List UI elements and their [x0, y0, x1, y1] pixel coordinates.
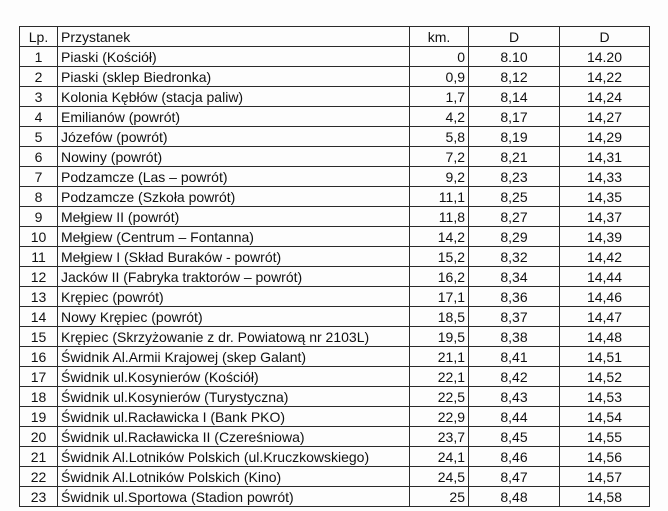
stop-name: Nowiny (powrót)	[58, 147, 410, 167]
stop-name: Jacków II (Fabryka traktorów – powrót)	[58, 267, 410, 287]
departure-1: 8,37	[469, 307, 560, 327]
stop-name: Świdnik Al.Lotników Polskich (Kino)	[58, 467, 410, 487]
stop-name: Świdnik ul.Sportowa (Stadion powrót)	[58, 487, 410, 507]
row-number: 10	[20, 227, 58, 247]
departure-2: 14,48	[560, 327, 650, 347]
departure-2: 14,31	[560, 147, 650, 167]
departure-2: 14,35	[560, 187, 650, 207]
stop-name: Krępiec (powrót)	[58, 287, 410, 307]
row-number: 7	[20, 167, 58, 187]
table-row	[20, 447, 650, 467]
table-row	[20, 167, 650, 187]
stop-name: Świdnik Al.Lotników Polskich (ul.Kruczkowskiego)	[58, 447, 410, 467]
departure-2: 14,47	[560, 307, 650, 327]
distance-km: 0	[410, 47, 469, 67]
departure-2: 14,27	[560, 107, 650, 127]
departure-1: 8,42	[469, 367, 560, 387]
row-number: 6	[20, 147, 58, 167]
table-row	[20, 487, 650, 507]
distance-km: 19,5	[410, 327, 469, 347]
row-number: 20	[20, 427, 58, 447]
header-km: km.	[410, 27, 469, 47]
stop-name: Piaski (sklep Biedronka)	[58, 67, 410, 87]
departure-1: 8,36	[469, 287, 560, 307]
row-number: 5	[20, 127, 58, 147]
row-number: 12	[20, 267, 58, 287]
departure-1: 8,27	[469, 207, 560, 227]
table-body	[20, 47, 650, 507]
departure-1: 8,48	[469, 487, 560, 507]
distance-km: 25	[410, 487, 469, 507]
table-row	[20, 87, 650, 107]
departure-2: 14,39	[560, 227, 650, 247]
departure-2: 14,58	[560, 487, 650, 507]
departure-1: 8,34	[469, 267, 560, 287]
row-number: 8	[20, 187, 58, 207]
departure-1: 8,44	[469, 407, 560, 427]
distance-km: 22,5	[410, 387, 469, 407]
row-number: 9	[20, 207, 58, 227]
row-number: 1	[20, 47, 58, 67]
distance-km: 0,9	[410, 67, 469, 87]
departure-1: 8,19	[469, 127, 560, 147]
stop-name: Świdnik ul.Racławicka II (Czereśniowa)	[58, 427, 410, 447]
stop-name: Kolonia Kębłów (stacja paliw)	[58, 87, 410, 107]
distance-km: 11,8	[410, 207, 469, 227]
table-row	[20, 267, 650, 287]
departure-1: 8,17	[469, 107, 560, 127]
distance-km: 4,2	[410, 107, 469, 127]
departure-2: 14,29	[560, 127, 650, 147]
table-row	[20, 227, 650, 247]
departure-1: 8,32	[469, 247, 560, 267]
stop-name: Świdnik Al.Armii Krajowej (skep Galant)	[58, 347, 410, 367]
row-number: 3	[20, 87, 58, 107]
distance-km: 17,1	[410, 287, 469, 307]
departure-2: 14,54	[560, 407, 650, 427]
table-row	[20, 247, 650, 267]
row-number: 18	[20, 387, 58, 407]
departure-1: 8.10	[469, 47, 560, 67]
table-row	[20, 287, 650, 307]
departure-1: 8,41	[469, 347, 560, 367]
stop-name: Piaski (Kościół)	[58, 47, 410, 67]
row-number: 16	[20, 347, 58, 367]
table-row	[20, 207, 650, 227]
departure-1: 8,25	[469, 187, 560, 207]
stop-name: Emilianów (powrót)	[58, 107, 410, 127]
row-number: 19	[20, 407, 58, 427]
distance-km: 21,1	[410, 347, 469, 367]
distance-km: 24,1	[410, 447, 469, 467]
departure-2: 14,37	[560, 207, 650, 227]
table-row	[20, 47, 650, 67]
stop-name: Świdnik ul.Kosynierów (Turystyczna)	[58, 387, 410, 407]
table-row	[20, 367, 650, 387]
table-row	[20, 467, 650, 487]
row-number: 14	[20, 307, 58, 327]
table-row	[20, 407, 650, 427]
row-number: 4	[20, 107, 58, 127]
stop-name: Mełgiew II (powrót)	[58, 207, 410, 227]
stop-name: Podzamcze (Szkoła powrót)	[58, 187, 410, 207]
header-row	[20, 27, 650, 47]
departure-2: 14,22	[560, 67, 650, 87]
stop-name: Krępiec (Skrzyżowanie z dr. Powiatową nr 2103L)	[58, 327, 410, 347]
departure-1: 8,38	[469, 327, 560, 347]
bus-schedule-table	[19, 26, 650, 507]
distance-km: 15,2	[410, 247, 469, 267]
departure-2: 14.20	[560, 47, 650, 67]
distance-km: 5,8	[410, 127, 469, 147]
departure-2: 14,57	[560, 467, 650, 487]
distance-km: 22,9	[410, 407, 469, 427]
header-departure-1: D	[469, 27, 560, 47]
row-number: 23	[20, 487, 58, 507]
table-row	[20, 107, 650, 127]
departure-1: 8,21	[469, 147, 560, 167]
row-number: 15	[20, 327, 58, 347]
departure-1: 8,45	[469, 427, 560, 447]
row-number: 17	[20, 367, 58, 387]
table-row	[20, 347, 650, 367]
distance-km: 11,1	[410, 187, 469, 207]
distance-km: 1,7	[410, 87, 469, 107]
departure-2: 14,53	[560, 387, 650, 407]
departure-2: 14,56	[560, 447, 650, 467]
departure-1: 8,46	[469, 447, 560, 467]
stop-name: Mełgiew (Centrum – Fontanna)	[58, 227, 410, 247]
table-row	[20, 67, 650, 87]
departure-2: 14,52	[560, 367, 650, 387]
distance-km: 18,5	[410, 307, 469, 327]
row-number: 2	[20, 67, 58, 87]
row-number: 22	[20, 467, 58, 487]
distance-km: 23,7	[410, 427, 469, 447]
departure-2: 14,46	[560, 287, 650, 307]
table-row	[20, 307, 650, 327]
header-lp: Lp.	[20, 27, 58, 47]
distance-km: 14,2	[410, 227, 469, 247]
stop-name: Mełgiew I (Skład Buraków - powrót)	[58, 247, 410, 267]
row-number: 11	[20, 247, 58, 267]
distance-km: 24,5	[410, 467, 469, 487]
distance-km: 22,1	[410, 367, 469, 387]
table-row	[20, 387, 650, 407]
departure-1: 8,12	[469, 67, 560, 87]
departure-2: 14,24	[560, 87, 650, 107]
departure-1: 8,14	[469, 87, 560, 107]
departure-1: 8,23	[469, 167, 560, 187]
departure-1: 8,47	[469, 467, 560, 487]
departure-2: 14,51	[560, 347, 650, 367]
distance-km: 9,2	[410, 167, 469, 187]
stop-name: Świdnik ul.Racławicka I (Bank PKO)	[58, 407, 410, 427]
row-number: 13	[20, 287, 58, 307]
table-row	[20, 427, 650, 447]
departure-2: 14,44	[560, 267, 650, 287]
departure-1: 8,29	[469, 227, 560, 247]
table-row	[20, 187, 650, 207]
table-row	[20, 127, 650, 147]
departure-2: 14,55	[560, 427, 650, 447]
distance-km: 7,2	[410, 147, 469, 167]
header-departure-2: D	[560, 27, 650, 47]
stop-name: Świdnik ul.Kosynierów (Kościół)	[58, 367, 410, 387]
header-stop: Przystanek	[58, 27, 410, 47]
departure-2: 14,33	[560, 167, 650, 187]
stop-name: Podzamcze (Las – powrót)	[58, 167, 410, 187]
stop-name: Józefów (powrót)	[58, 127, 410, 147]
departure-1: 8,43	[469, 387, 560, 407]
departure-2: 14,42	[560, 247, 650, 267]
table-row	[20, 327, 650, 347]
table-row	[20, 147, 650, 167]
stop-name: Nowy Krępiec (powrót)	[58, 307, 410, 327]
distance-km: 16,2	[410, 267, 469, 287]
row-number: 21	[20, 447, 58, 467]
